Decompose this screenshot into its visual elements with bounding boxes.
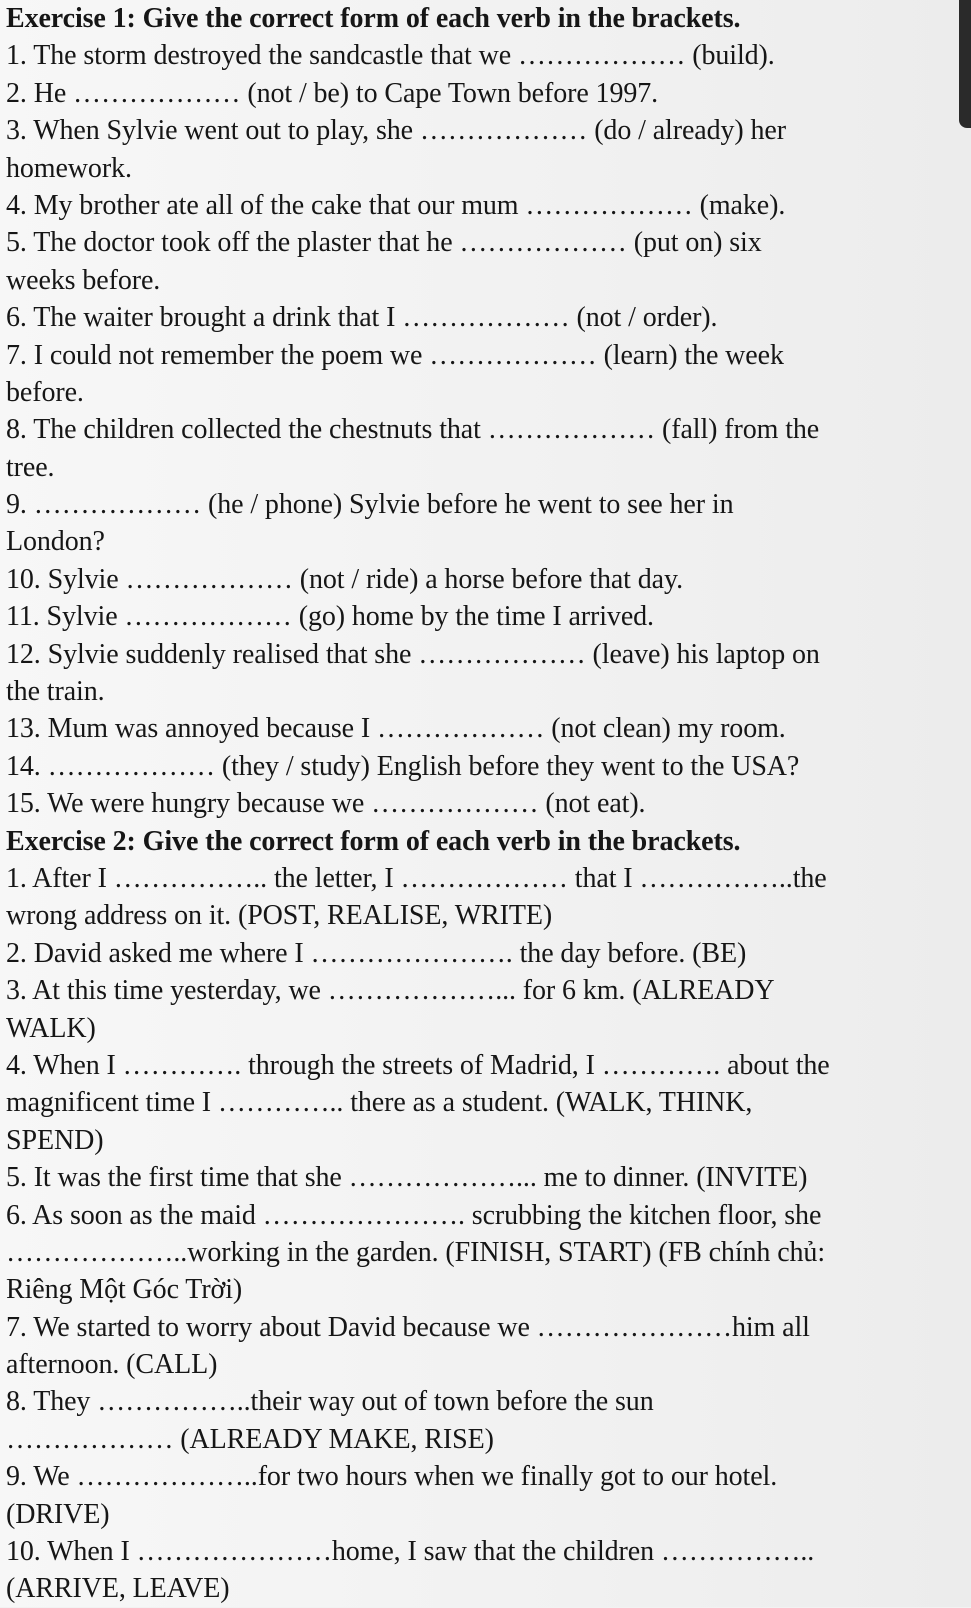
exercise-line: ……………… (ALREADY MAKE, RISE) xyxy=(6,1423,494,1455)
exercise-line: WALK) xyxy=(6,1012,96,1044)
exercise-line: the train. xyxy=(6,676,105,708)
exercise-line: (DRIVE) xyxy=(6,1498,110,1530)
exercise-line: afternoon. (CALL) xyxy=(6,1349,218,1381)
exercise-line: 3. When Sylvie went out to play, she ……………… (do / already) her xyxy=(6,115,786,147)
exercise-line: 7. I could not remember the poem we ……………… (learn) the week xyxy=(6,339,784,371)
exercise-line: 12. Sylvie suddenly realised that she ……………… (leave) his laptop on xyxy=(6,638,820,670)
exercise-line: 6. As soon as the maid …………………. scrubbing the kitchen floor, she xyxy=(6,1199,822,1231)
exercise-line: 8. The children collected the chestnuts that ……………… (fall) from the xyxy=(6,414,820,446)
exercise-line: 6. The waiter brought a drink that I ……………… (not / order). xyxy=(6,302,718,334)
exercise-line: 5. It was the first time that she ………………... me to dinner. (INVITE) xyxy=(6,1162,808,1194)
exercise-line: 4. My brother ate all of the cake that our mum ……………… (make). xyxy=(6,189,786,221)
exercise-line: 9. We ………………..for two hours when we finally got to our hotel. xyxy=(6,1461,778,1493)
exercise-line: 3. At this time yesterday, we ………………... for 6 km. (ALREADY xyxy=(6,975,775,1007)
exercise-line: homework. xyxy=(6,152,132,184)
exercise-heading: Exercise 2: Give the correct form of each verb in the brackets. xyxy=(6,825,741,857)
exercise-line: 2. David asked me where I …………………. the day before. (BE) xyxy=(6,937,747,969)
exercise-line: before. xyxy=(6,376,84,408)
exercise-line: weeks before. xyxy=(6,264,161,296)
exercise-line: 10. Sylvie ……………… (not / ride) a horse before that day. xyxy=(6,563,683,595)
exercise-line: 1. After I …………….. the letter, I ……………… that I ……………..the xyxy=(6,862,827,894)
scrollbar-thumb[interactable] xyxy=(959,0,971,128)
exercise-line: 2. He ……………… (not / be) to Cape Town before 1997. xyxy=(6,77,659,109)
exercise-line: 11. Sylvie ……………… (go) home by the time I arrived. xyxy=(6,601,654,633)
exercise-text-block xyxy=(6,0,964,1608)
exercise-line: ………………..working in the garden. (FINISH, START) (FB chính chủ: xyxy=(6,1236,826,1268)
exercise-line: tree. xyxy=(6,451,55,483)
exercise-line: London? xyxy=(6,526,105,558)
exercise-line: 9. ……………… (he / phone) Sylvie before he went to see her in xyxy=(6,489,734,521)
exercise-heading: Exercise 1: Give the correct form of each verb in the brackets. xyxy=(6,3,741,34)
exercise-line: wrong address on it. (POST, REALISE, WRITE) xyxy=(6,900,553,932)
exercise-line: 5. The doctor took off the plaster that he ……………… (put on) six xyxy=(6,227,762,259)
exercise-line: 14. ……………… (they / study) English before they went to the USA? xyxy=(6,750,800,782)
exercise-line: 1. The storm destroyed the sandcastle that we ……………… (build). xyxy=(6,40,775,72)
exercise-line: 7. We started to worry about David because we …………………him all xyxy=(6,1311,810,1343)
exercise-line: 10. When I …………………home, I saw that the children …………….. xyxy=(6,1536,815,1568)
exercise-line: (ARRIVE, LEAVE) xyxy=(6,1573,230,1605)
exercise-line: Riêng Một Góc Trời) xyxy=(6,1274,243,1306)
exercise-line: SPEND) xyxy=(6,1124,104,1156)
exercise-line: 13. Mum was annoyed because I ……………… (not clean) my room. xyxy=(6,713,786,745)
exercise-line: 8. They ……………..their way out of town before the sun xyxy=(6,1386,654,1418)
exercise-line: magnificent time I ………….. there as a student. (WALK, THINK, xyxy=(6,1087,753,1119)
exercise-line: 4. When I …………. through the streets of Madrid, I …………. about the xyxy=(6,1049,830,1081)
exercise-line: 15. We were hungry because we ……………… (not eat). xyxy=(6,788,646,820)
